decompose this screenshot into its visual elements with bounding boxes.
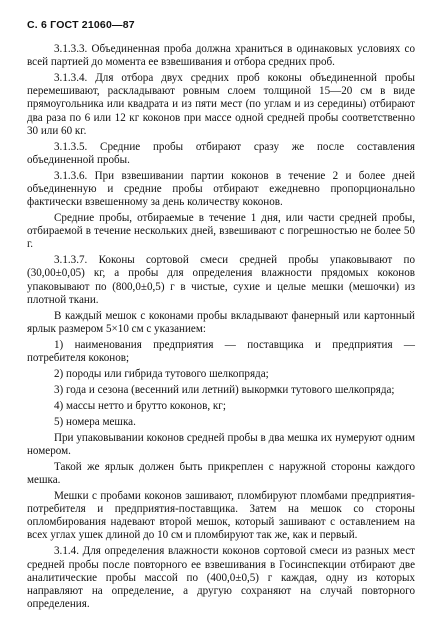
list-item-2: 2) породы или гибрида тутового шелкопряда; (54, 367, 269, 380)
list-item-5: 5) номера мешка. (54, 415, 136, 428)
paragraph-3-1-3-5: 3.1.3.5. Средние пробы отбирают сразу же после составления объединенной пробы. (27, 140, 415, 166)
paragraph-sample-weighing: Средние пробы, отбираемые в течение 1 дня, или части средней пробы, отбираемой в течение нескольких дней, взвешивают с погрешностью не более 50 г. (27, 212, 415, 251)
page-header: С. 6 ГОСТ 21060—87 (27, 19, 135, 31)
paragraph-3-1-3-7: 3.1.3.7. Коконы сортовой смеси средней пробы упаковывают по (30,00±0,05) кг, а пробы для определения влажности прядомых коконов упаковывают по (800,0±0,5) г в чистые, сухие и целые мешки (мешочки) из плотной ткани. (27, 254, 415, 306)
paragraph-3-1-3-6: 3.1.3.6. При взвешивании партии коконов в течение 2 и более дней объединенную и средние пробы отбирают ежедневно пропорционально фактически взвешенному за день количеству коконов. (27, 169, 415, 209)
paragraph-3-1-3-3: 3.1.3.3. Объединенная проба должна храниться в одинаковых условиях со всей партией до момента ее взвешивания и отбора средних проб. (27, 43, 415, 69)
list-item-4: 4) массы нетто и брутто коконов, кг; (54, 399, 226, 412)
list-item-3: 3) года и сезона (весенний или летний) выкормки тутового шелкопряда; (54, 383, 395, 396)
paragraph-label-intro: В каждый мешок с коконами пробы вкладывают фанерный или картонный ярлык размером 5×10 см с указанием: (27, 309, 415, 335)
document-body (27, 43, 415, 611)
paragraph-outer-label: Такой же ярлык должен быть прикреплен с наружной стороны каждого мешка. (27, 460, 415, 487)
list-item-1: 1) наименования предприятия — поставщика и предприятия — потребителя коконов; (27, 338, 415, 365)
paragraph-two-bags: При упаковывании коконов средней пробы в два мешка их нумеруют одним номером. (27, 431, 415, 457)
paragraph-3-1-4: 3.1.4. Для определения влажности коконов сортовой смеси из разных мест средней пробы после повторного ее взвешивания в Госинспекции отбирают две аналитические пробы массой по (400,0±0,5) г каждая, одну из которых направляют на определение, а другую сохраняют на случай повторного определения. (27, 545, 415, 611)
paragraph-sealing: Мешки с пробами коконов зашивают, пломбируют пломбами предприятия-потребителя и предприятия-поставщика. Затем на мешок со стороны опломбирования надевают второй мешок, который зашивают с оставлением на всех углах ушек длиной до 10 см и пломбируют так же, как и первый. (27, 490, 415, 542)
paragraph-3-1-3-4: 3.1.3.4. Для отбора двух средних проб коконы объединенной пробы перемешивают, раскладывают ровным слоем толщиной 15—20 см в виде прямоугольника или квадрата и из пяти мест (по углам и из середины) отбирают два раза по 6 или 12 кг коконов при массе одной средней пробы соответственно 30 или 60 кг. (27, 72, 415, 137)
